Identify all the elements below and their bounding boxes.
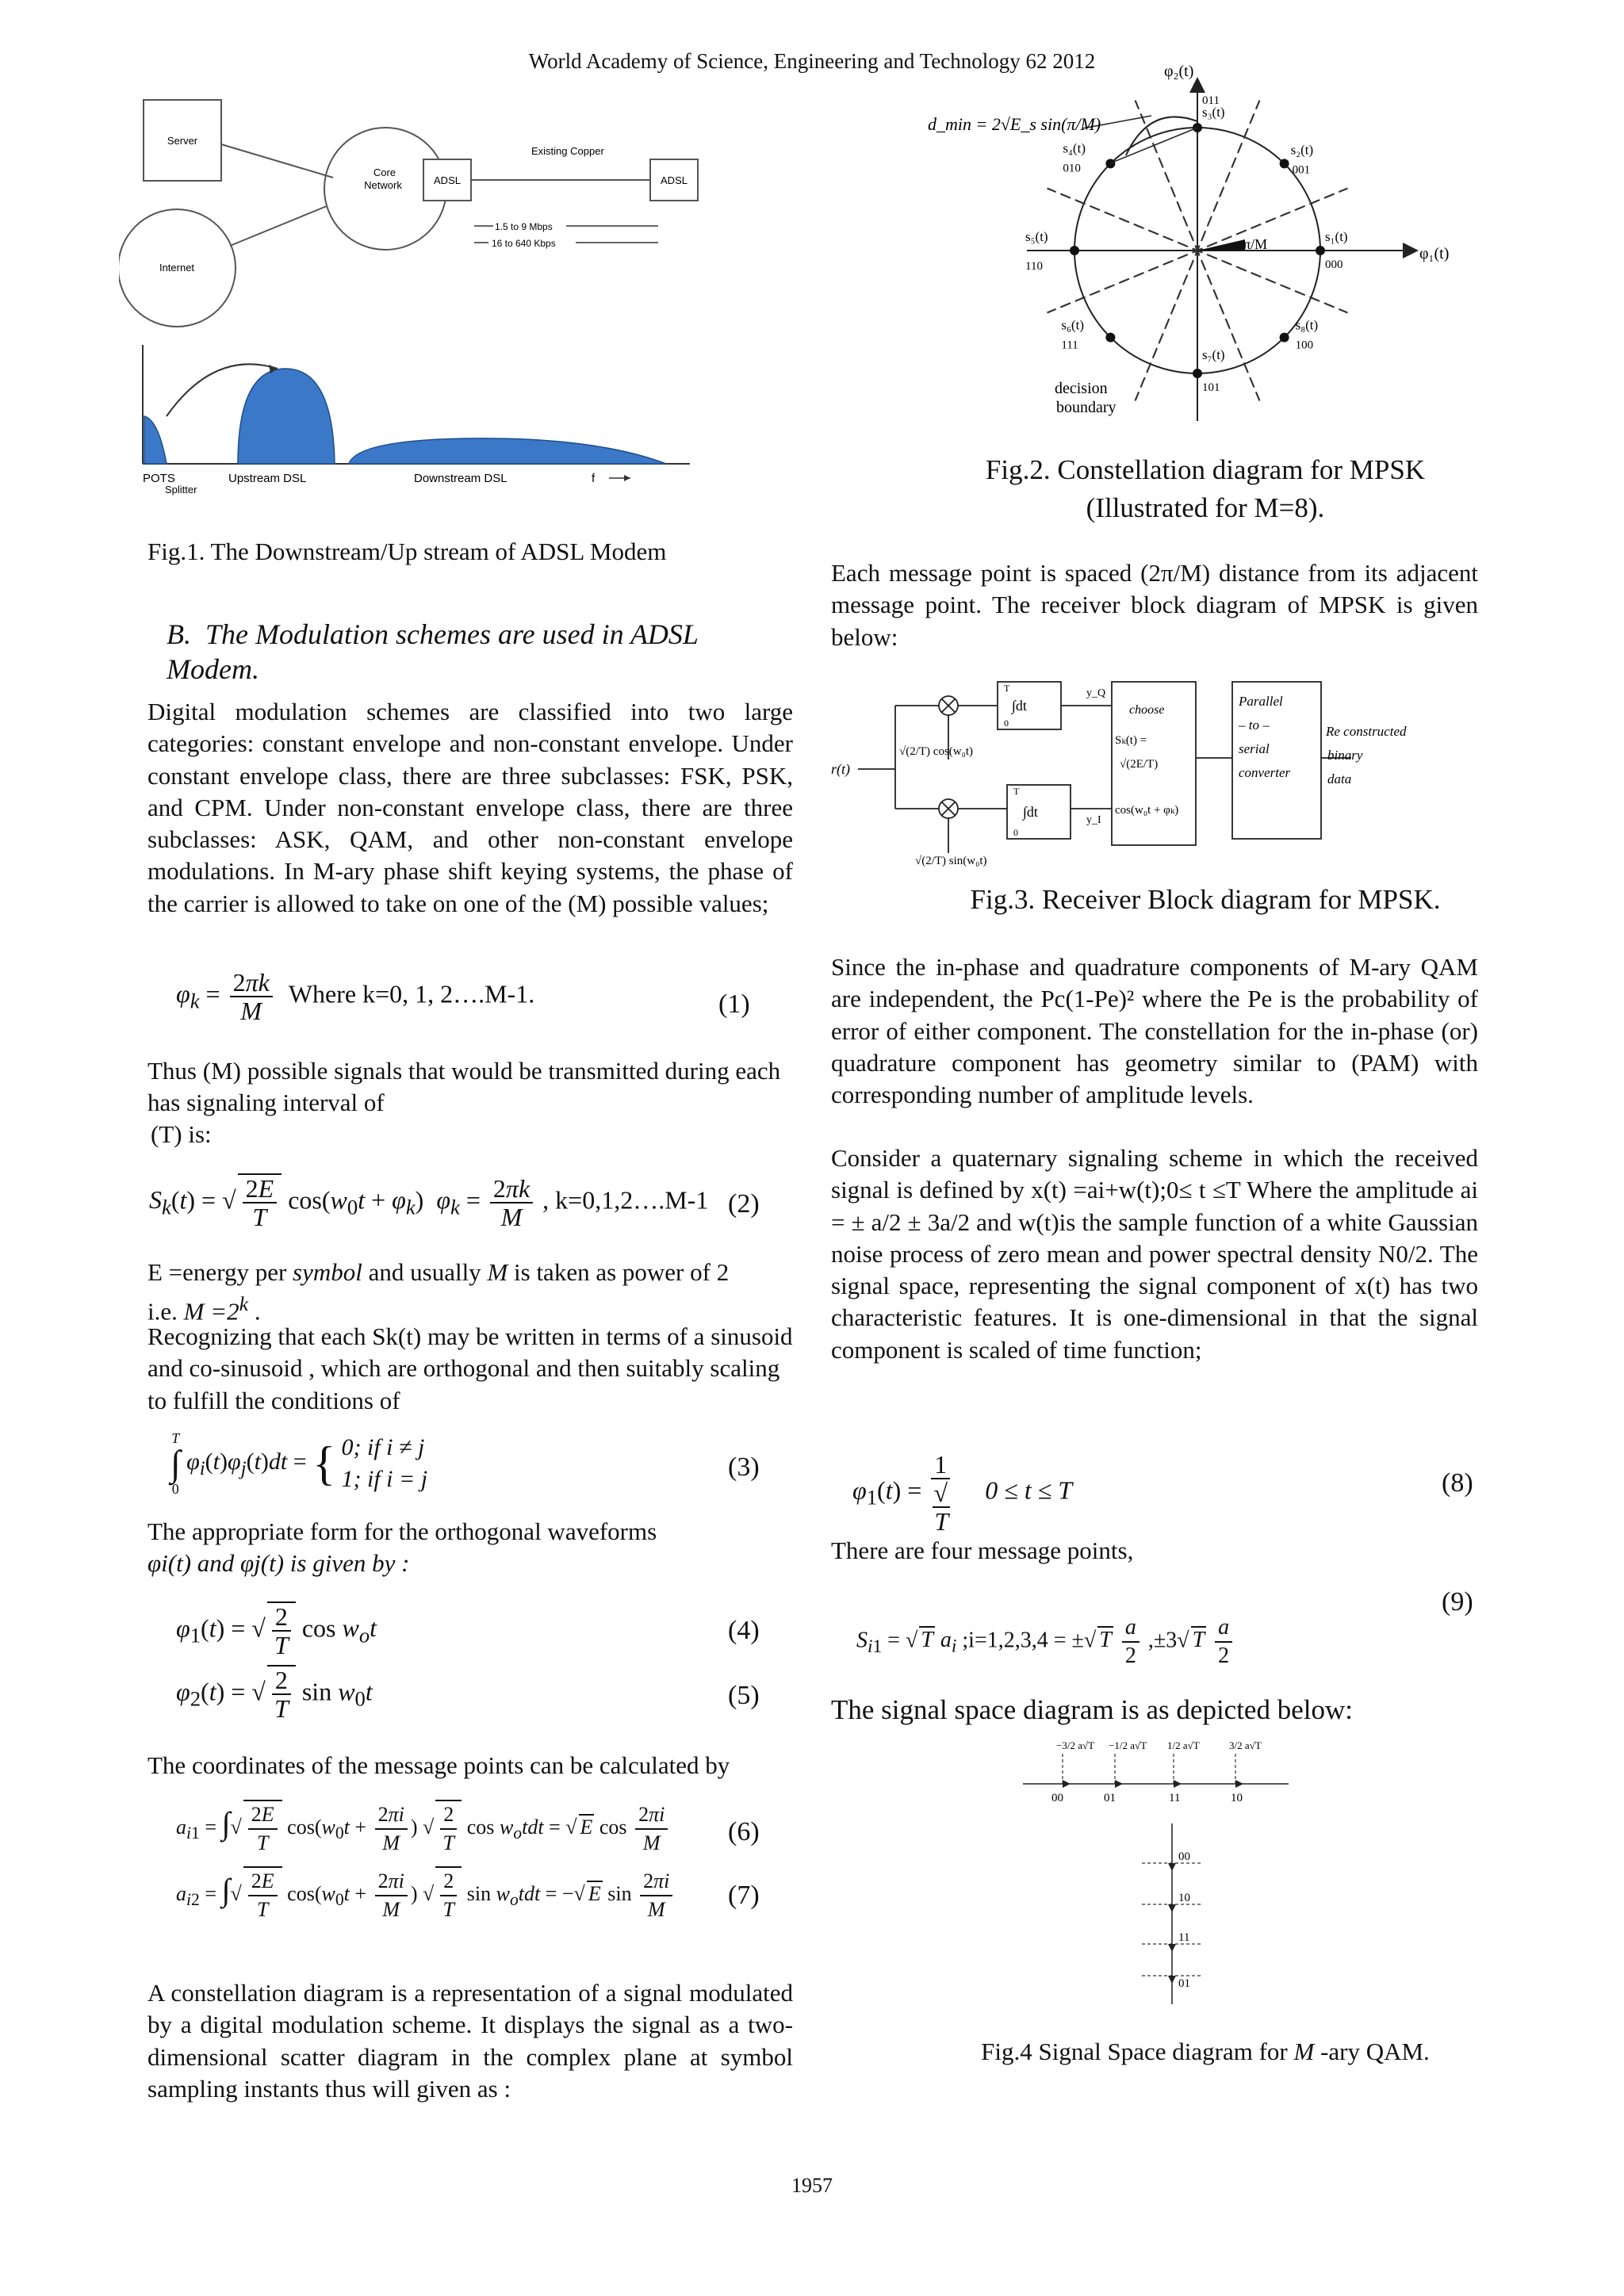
fig1-adsl-diagram — [119, 87, 722, 499]
upstream-band — [238, 369, 335, 464]
core-label-1: Core — [373, 166, 396, 178]
constellation-point — [1105, 333, 1115, 342]
h-arrow — [1235, 1780, 1243, 1788]
point-code: 011 — [1202, 94, 1220, 107]
splitter-label: Splitter — [165, 484, 197, 496]
h-arrow — [1174, 1780, 1182, 1788]
right-para-2: Since the in-phase and quadrature components of M-ary QAM are independent, the Pc(1-Pe)² where the Pe is the probability of error of either component. The constellation for the in-phase (or) quadrature component has geometry similar to (PAM) with corresponding number of amplitude levels. — [831, 953, 1478, 1109]
left-para-5: The appropriate form for the orthogonal waveforms φi(t) and φj(t) is given by : — [147, 1517, 657, 1578]
downstream-label: Downstream DSL — [414, 472, 508, 485]
running-header: World Academy of Science, Engineering and Technology 62 2012 — [528, 49, 1096, 73]
eqno-3: (3) — [728, 1452, 760, 1482]
choose-label: choose — [1129, 703, 1165, 717]
point-code: 000 — [1325, 258, 1343, 271]
dmin-brace — [1126, 117, 1197, 155]
sk-label-3: cos(w₀t + φₖ) — [1115, 804, 1179, 817]
h-tick-label: 3/2 a√T — [1229, 1739, 1262, 1751]
eqno-2: (2) — [728, 1189, 760, 1219]
dmin-chord — [1110, 128, 1197, 163]
internet-label: Internet — [159, 262, 195, 274]
point-label: s₁(t) — [1325, 229, 1348, 244]
equation-4: $\varphi_1(t)$ = √ $\frac{2}{T}$ $\cos w_ot$ — [176, 1602, 377, 1659]
h-arrow — [1063, 1780, 1071, 1788]
v-arrow — [1168, 1976, 1176, 1984]
right-para-4: There are four message points, — [831, 1536, 1134, 1564]
left-para-6: The coordinates of the message points can be calculated by — [147, 1751, 730, 1779]
point-code: 110 — [1025, 260, 1043, 273]
point-label: s₇(t) — [1202, 347, 1225, 362]
h-tick-label: −3/2 a√T — [1056, 1739, 1095, 1751]
left-para-2b: (T) is: — [151, 1120, 212, 1148]
point-label: s₅(t) — [1025, 229, 1048, 244]
h-code: 11 — [1169, 1792, 1181, 1804]
out-label-3: data — [1327, 771, 1352, 786]
point-label: s₂(t) — [1290, 142, 1314, 158]
point-code: 111 — [1061, 339, 1078, 352]
rate-up-label: 16 to 640 Kbps — [492, 238, 556, 249]
yi-label: y_I — [1086, 814, 1101, 826]
rate-down-label: 1.5 to 9 Mbps — [495, 221, 553, 232]
eqno-8: (8) — [1442, 1468, 1473, 1498]
point-code: 001 — [1292, 163, 1311, 177]
v-arrow — [1168, 1863, 1176, 1871]
downstream-band — [349, 438, 666, 464]
fig2-constellation — [920, 60, 1475, 425]
yq-label: y_Q — [1086, 687, 1106, 699]
right-para-1: Each message point is spaced (2π/M) distance from its adjacent message point. The receiver block diagram of MPSK is given below: — [831, 559, 1478, 651]
eqno-5: (5) — [728, 1681, 760, 1710]
page-number: 1957 — [791, 2174, 833, 2197]
core-label-2: Network — [364, 179, 402, 191]
int-top-label: ∫dt — [1012, 698, 1027, 714]
left-para-4: Recognizing that each Sk(t) may be written in terms of a sinusoid and co-sinusoid , which are orthogonal and then suitably scaling to fulfill the conditions of — [147, 1322, 793, 1414]
eqno-4: (4) — [728, 1616, 760, 1645]
point-code: 100 — [1295, 339, 1314, 352]
eq3-case-1: 0; if i ≠ j — [341, 1434, 425, 1460]
h-arrow — [1115, 1780, 1123, 1788]
par-label-4: converter — [1239, 765, 1291, 780]
equation-3: T ∫ 0 $\varphi_i(t)\varphi_j(t)dt$ = { 0; if i ≠ j 1; if i = j — [170, 1430, 428, 1497]
point-label: s₈(t) — [1295, 317, 1319, 333]
angle-label: π/M — [1243, 236, 1268, 252]
eqno-1: (1) — [718, 989, 750, 1019]
eq1-where: Where k=0, 1, 2….M-1. — [288, 979, 535, 1008]
h-code: 10 — [1231, 1792, 1243, 1804]
decision-label-1: decision — [1055, 380, 1108, 397]
adsl-left-label: ADSL — [434, 174, 461, 186]
phi2-label: φ₂(t) — [1164, 63, 1194, 80]
equation-5: $\varphi_2(t)$ = √ $\frac{2}{T}$ $\sin w_0t$ — [176, 1666, 373, 1723]
point-label: s₃(t) — [1202, 105, 1225, 120]
pots-band — [144, 416, 167, 464]
fig4-signal-space — [1023, 1736, 1324, 2006]
left-para-7: A constellation diagram is a representation of a signal modulated by a digital modulation scheme. It displays the signal as a two-dimensional scatter diagram in the complex plane at symbol sampling instants thus will given as : — [147, 1979, 793, 2103]
constellation-point — [1280, 159, 1289, 168]
section-title: The Modulation schemes are used in ADSL Modem. — [167, 618, 699, 685]
equation-1: $\varphi_k$ = $\frac{2\pi k}{M}$ Where k=0, 1, 2….M-1. — [176, 968, 535, 1025]
section-b-heading — [167, 617, 785, 687]
out-label-1: Re constructed — [1326, 724, 1407, 739]
v-code: 11 — [1178, 1931, 1190, 1944]
h-tick-label: 1/2 a√T — [1167, 1739, 1200, 1751]
h-tick-label: −1/2 a√T — [1109, 1739, 1147, 1751]
pots-label: POTS — [143, 472, 175, 485]
par-label-2: – to – — [1239, 718, 1270, 733]
constellation-point — [1193, 369, 1202, 378]
h-code: 00 — [1051, 1792, 1063, 1804]
equation-6: $a_{i1}$ = ∫√ $\frac{2E}{T}$ $\cos(w_0t$ + $\frac{2\pi i}{M}$ ) √ $\frac{2}{T}$ $\cos w_otdt$ = √ E cos $\frac{2\pi i}{M}$ — [176, 1800, 671, 1857]
int-top-zero: 0 — [1004, 718, 1009, 729]
v-code: 00 — [1178, 1850, 1190, 1863]
eq8-range: 0 ≤ t ≤ T — [985, 1475, 1073, 1505]
rt-label: r(t) — [831, 761, 850, 777]
par-label-1: Parallel — [1239, 694, 1283, 709]
section-letter: B. — [167, 618, 191, 650]
constellation-point — [1070, 246, 1079, 255]
eq3-case-2: 1; if i = j — [341, 1466, 428, 1492]
equation-7: $a_{i2}$ = ∫√ $\frac{2E}{T}$ $\cos(w_0t$ + $\frac{2\pi i}{M}$ ) √ $\frac{2}{T}$ $\sin w_otdt$ = −√ E sin $\frac{2\pi i}{M}$ — [176, 1866, 676, 1923]
right-para-5: The signal space diagram is as depicted below: — [831, 1694, 1353, 1725]
int-bot-zero: 0 — [1013, 827, 1018, 838]
sk-label-2: √(2E/T) — [1120, 758, 1159, 771]
fig2-caption-2: (Illustrated for M=8). — [1086, 492, 1325, 523]
point-code: 101 — [1202, 381, 1220, 394]
constellation-point — [1280, 333, 1289, 342]
fig3-caption: Fig.3. Receiver Block diagram for MPSK. — [970, 884, 1441, 915]
constellation-point — [1316, 246, 1325, 255]
angle-wedge — [1197, 239, 1245, 251]
left-para-3: E =energy per symbol and usually M is taken as power of 2 i.e. $M =2^k$ . — [147, 1258, 730, 1326]
point-label: s₄(t) — [1063, 140, 1086, 156]
existing-copper-label: Existing Copper — [531, 145, 604, 157]
int-bot-label: ∫dt — [1023, 804, 1038, 820]
left-para-2: Thus (M) possible signals that would be transmitted during each has signaling interval of — [147, 1057, 781, 1117]
v-code: 01 — [1178, 1977, 1190, 1990]
eqno-6: (6) — [728, 1817, 760, 1846]
h-code: 01 — [1104, 1792, 1116, 1804]
v-code: 10 — [1178, 1892, 1190, 1904]
fig3-receiver-diagram — [828, 672, 1478, 878]
adsl-right-label: ADSL — [661, 174, 688, 186]
point-label: s₆(t) — [1061, 317, 1084, 333]
int-bot-limit: T — [1013, 786, 1020, 797]
cos-label: √(2/T) cos(w₀t) — [899, 745, 974, 758]
phi1-label: φ₁(t) — [1419, 245, 1450, 262]
left-para-1: Digital modulation schemes are classified into two large categories: constant envelope and non-constant envelope. Under constant envelope class, there are three subclasses: FSK, PSK, and CPM. Under non-constant envelope class, there are three subclasses: ASK, QAM, and other non-constant envelope modulations. In M-ary phase shift keying systems, the phase of the carrier is allowed to take on one of the (M) possible values; — [147, 698, 793, 917]
dmin-label: d_min = 2√E_s sin(π/M) — [928, 114, 1101, 134]
point-code: 010 — [1063, 162, 1081, 175]
v-arrow — [1168, 1904, 1176, 1912]
right-para-3: Consider a quaternary signaling scheme in which the received signal is defined by x(t) =ai+w(t);0≤ t ≤T Where the amplitude ai = ± a/2 ± 3a/2 and w(t)is the sample function of a white Gaussian noise process of zero mean and power spectral density N0/2. The signal space, representing the signal component of x(t) has two characteristic features. It is one-dimensional in that the signal component is scaled of time function; — [831, 1144, 1478, 1364]
eq2-k: , k=0,1,2….M-1 — [542, 1185, 709, 1215]
out-label-2: binary — [1327, 748, 1363, 763]
int-top-limit: T — [1004, 683, 1010, 694]
equation-8: $\varphi_1(t)$ = 1 √ T 0 ≤ t ≤ T — [852, 1450, 1073, 1536]
eqno-9: (9) — [1442, 1587, 1473, 1617]
fig4-geometry — [1023, 1739, 1289, 2004]
decision-label-2: boundary — [1056, 399, 1116, 416]
equation-2: $S_k(t)$ = √ $\frac{2E}{T}$ $\cos(w_0t + \varphi_k) \varphi_k$ = $\frac{2\pi k}{M}$ , k=0,1,2….M-1 — [149, 1174, 709, 1231]
eqno-7: (7) — [728, 1881, 760, 1910]
fig2-caption-1: Fig.2. Constellation diagram for MPSK — [985, 454, 1426, 485]
equation-9: $S_{i1}$ = √ T $a_i$ ;i=1,2,3,4 = ±√ T $\frac{a}{2}$ ,±3√ T $\frac{a}{2}$ — [856, 1614, 1235, 1670]
freq-label: f — [592, 472, 596, 485]
fig4-caption: Fig.4 Signal Space diagram for M -ary QAM. — [981, 2038, 1430, 2065]
server-label: Server — [167, 135, 198, 147]
v-arrow — [1168, 1944, 1176, 1952]
par-label-3: serial — [1239, 741, 1270, 756]
sin-label: √(2/T) sin(w₀t) — [915, 855, 987, 867]
sk-label-1: Sₖ(t) = — [1115, 734, 1147, 747]
fig1-caption: Fig.1. The Downstream/Up stream of ADSL Modem — [147, 538, 667, 565]
upstream-label: Upstream DSL — [228, 472, 307, 485]
